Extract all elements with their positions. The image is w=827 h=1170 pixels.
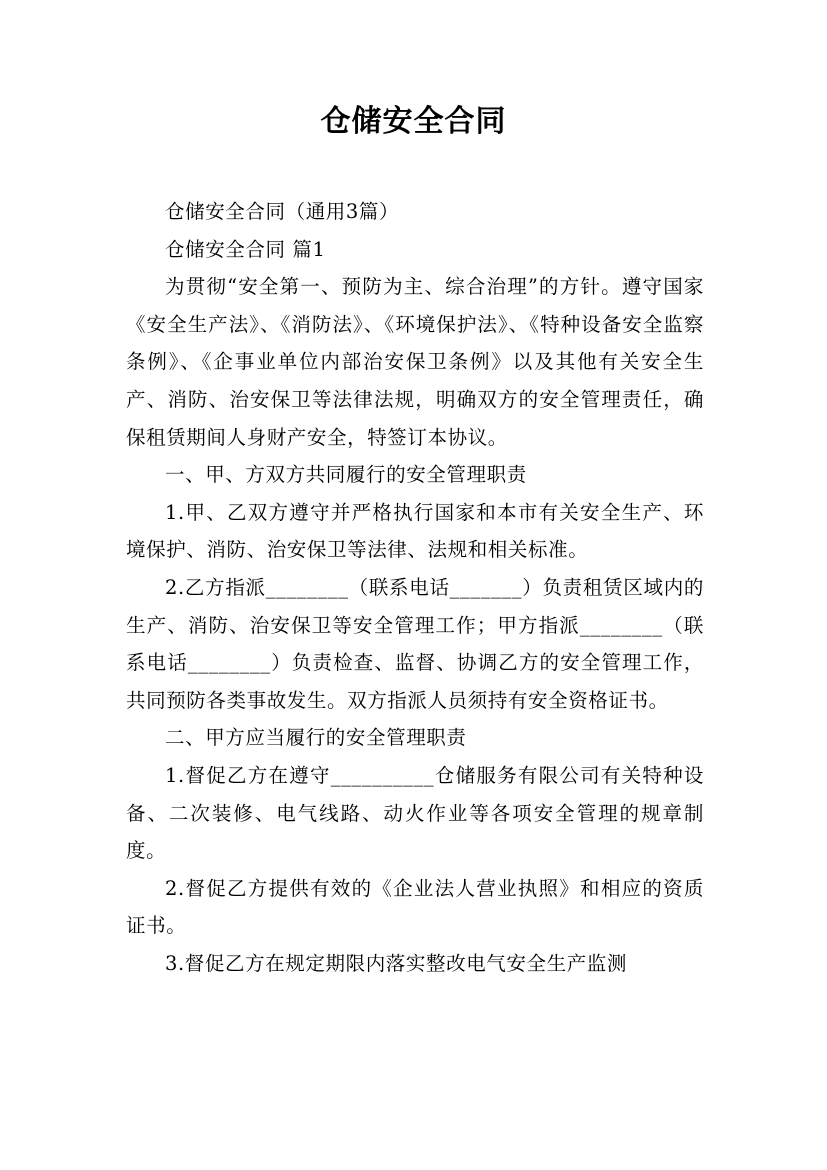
paragraph-joint-duty-2: 2.乙方指派________（联系电话_______）负责租赁区域内的生产、消防、治安保卫等安全管理工作；甲方指派________（联系电话________）负责检查、监督、协调乙方的安全管理工作，共同预防各类事故发生。双方指派人员须持有安全资格证书。 bbox=[126, 575, 704, 712]
paragraph-party-a-duty-3: 3.督促乙方在规定期限内落实整改电气安全生产监测 bbox=[165, 951, 628, 975]
paragraph-party-a-duty-2: 2.督促乙方提供有效的《企业法人营业执照》和相应的资质证书。 bbox=[126, 876, 704, 938]
paragraph-heading-part-1: 仓储安全合同 篇1 bbox=[165, 237, 326, 261]
document-body bbox=[126, 193, 704, 982]
paragraph-party-a-duty-1: 1.督促乙方在遵守__________仓储服务有限公司有关特种设备、二次装修、电气线路、动火作业等各项安全管理的规章制度。 bbox=[126, 763, 704, 863]
section-heading-joint-duties: 一、甲、方双方共同履行的安全管理职责 bbox=[165, 463, 527, 487]
paragraph-intro: 为贯彻“安全第一、预防为主、综合治理”的方针。遵守国家《安全生产法》、《消防法》、《环境保护法》、《特种设备安全监察条例》、《企事业单位内部治安保卫条例》以及其他有关安全生产、消防、治安保卫等法律法规，明确双方的安全管理责任，确保租赁期间人身财产安全，特签订本协议。 bbox=[126, 275, 704, 449]
document-title: 仓储安全合同 bbox=[320, 104, 507, 139]
paragraph-joint-duty-1: 1.甲、乙双方遵守并严格执行国家和本市有关安全生产、环境保护、消防、治安保卫等法律、法规和相关标准。 bbox=[126, 500, 704, 562]
paragraph-heading-collection: 仓储安全合同（通用3篇） bbox=[165, 200, 400, 223]
section-heading-party-a-duties: 二、甲方应当履行的安全管理职责 bbox=[165, 726, 467, 750]
